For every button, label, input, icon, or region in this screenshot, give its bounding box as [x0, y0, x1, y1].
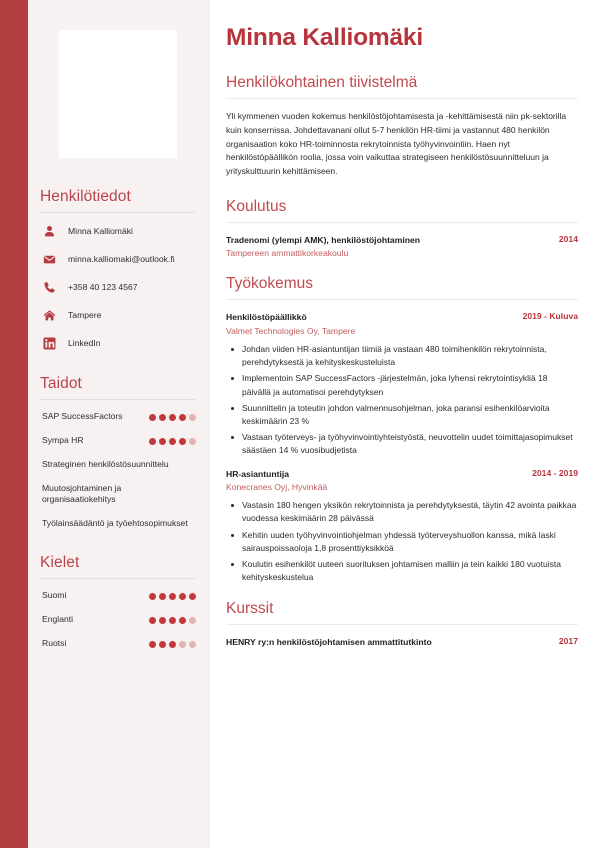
- entry-subtitle: Tampereen ammattikorkeakoulu: [226, 248, 349, 259]
- home-icon: [42, 308, 57, 323]
- rating-dots: [149, 592, 196, 600]
- languages-list: [40, 590, 196, 650]
- divider: [226, 222, 578, 223]
- rating-label: Suomi: [42, 590, 67, 601]
- rating-row: [40, 614, 196, 626]
- entry: [226, 468, 578, 585]
- entry-title: Tradenomi (ylempi AMK), henkilöstöjohtaminen: [226, 234, 421, 245]
- rating-dots: [149, 640, 196, 648]
- rating-dot: [169, 438, 176, 445]
- rating-dot: [169, 641, 176, 648]
- contact-row[interactable]: [40, 252, 196, 267]
- bullet-item: Vastasin 180 hengen yksikön rekrytoinnista ja perehdytyksestä, täytin 42 avointa paikkaa vuodessa keskimäärin 28 päivässä: [226, 499, 578, 525]
- bullet-item: Vastaan työterveys- ja työhyvinvointiyhteistyöstä, neuvottelin uudet toimittajasopimukset säästäen 14 % vuosibudjetista: [226, 431, 578, 457]
- rating-dot: [149, 414, 156, 421]
- bullet-item: Koulutin esihenkilöt uuteen suorituksen johtamisen malliin ja tein kaikki 180 vuotuista kehityskeskustelua: [226, 558, 578, 584]
- divider: [40, 212, 196, 213]
- rating-row: [40, 638, 196, 650]
- entry-title: HR-asiantuntija: [226, 468, 290, 479]
- contact-list: [40, 224, 196, 351]
- contact-row[interactable]: [40, 336, 196, 351]
- rating-row: [40, 435, 196, 447]
- rating-dots: [149, 437, 196, 445]
- rating-dot: [189, 641, 196, 648]
- linkedin-icon: [42, 336, 57, 351]
- sidebar-heading-skills: Taidot: [40, 375, 82, 392]
- divider: [40, 399, 196, 400]
- rating-dot: [189, 617, 196, 624]
- section-heading-experience: Työkokemus: [226, 275, 314, 293]
- contact-text: +358 40 123 4567: [68, 282, 138, 293]
- rating-dots: [149, 616, 196, 624]
- entry: [226, 234, 578, 260]
- rating-dot: [159, 438, 166, 445]
- person-icon: [42, 224, 57, 239]
- main-content: [210, 0, 600, 848]
- rating-label: Työlainsäädäntö ja työehtosopimukset: [42, 518, 188, 529]
- entry-date: 2014 - 2019: [532, 467, 578, 478]
- bullet-item: Kehitin uuden työhyvinvointiohjelman yhdessä työterveyshuollon kanssa, mikä laski sairauspoissaoloja 1,8 prosenttiyksikköä: [226, 529, 578, 555]
- section-heading-education: Koulutus: [226, 197, 287, 215]
- rating-label: SAP SuccessFactors: [42, 411, 123, 421]
- divider: [226, 624, 578, 625]
- entry: [226, 636, 578, 648]
- bullet-item: Suunnittelin ja toteutin johdon valmennusohjelman, joka paransi esihenkilöarvioita keskimäärin 23 %: [226, 402, 578, 428]
- courses-entries: [226, 636, 578, 648]
- contact-row[interactable]: [40, 308, 196, 323]
- envelope-icon: [42, 252, 57, 267]
- profile-photo-placeholder: [59, 30, 177, 158]
- divider: [226, 98, 578, 99]
- rating-dot: [159, 641, 166, 648]
- entry-header: [226, 311, 578, 323]
- entry-subtitle: Konecranes Oyj, Hyvinkää: [226, 481, 328, 492]
- rating-dot: [149, 617, 156, 624]
- rating-label: Muutosjohtaminen ja organisaatiokehitys: [42, 482, 122, 505]
- phone-icon: [42, 280, 57, 295]
- entry-title: Henkilöstöpäällikkö: [226, 312, 307, 323]
- section-education: [226, 198, 578, 260]
- education-entries: [226, 234, 578, 260]
- rating-dot: [169, 414, 176, 421]
- entry-bullets: [226, 343, 578, 457]
- sidebar-heading-personal: Henkilötiedot: [40, 188, 131, 205]
- entry-bullets: [226, 499, 578, 584]
- entry-date: 2019 - Kuluva: [522, 311, 578, 322]
- entry-date: 2017: [558, 636, 578, 647]
- entry-subtitle: Valmet Technologies Oy, Tampere: [226, 325, 356, 336]
- section-summary: [226, 74, 578, 179]
- contact-text: Tampere: [68, 310, 102, 321]
- sidebar-section-languages: [40, 554, 196, 650]
- rating-dot: [179, 414, 186, 421]
- rating-label: Ruotsi: [42, 637, 67, 648]
- rating-row: [40, 518, 196, 530]
- rating-dot: [149, 438, 156, 445]
- page-title: Minna Kalliomäki: [226, 24, 423, 51]
- rating-dot: [149, 593, 156, 600]
- contact-text: Minna Kalliomäki: [68, 226, 133, 237]
- rating-dot: [189, 438, 196, 445]
- rating-row: [40, 483, 196, 507]
- rating-label: Englanti: [42, 614, 74, 625]
- sidebar-heading-languages: Kielet: [40, 554, 80, 572]
- divider: [40, 578, 196, 579]
- section-courses: [226, 600, 578, 648]
- rating-dot: [169, 617, 176, 624]
- entry: [226, 311, 578, 457]
- rating-dot: [169, 593, 176, 600]
- rating-label: Sympa HR: [42, 434, 84, 445]
- bullet-item: Implementoin SAP SuccessFactors -järjestelmän, joka lyhensi rekrytointisykliä 18 päivällä ja automatisoi perehdytyksen: [226, 372, 578, 398]
- rating-dot: [179, 438, 186, 445]
- summary-text: Yli kymmenen vuoden kokemus henkilöstöjohtamisesta ja -kehittämisestä niin pk-sektorilla kuin konsernissa. Johdettavanani ollut 5-7 henkilön HR-tiimi ja vastannut 480 henkilön organisaation koko HR-toiminnosta rekrytoinnista työhyvinvointiin. Haen nyt henkilöstöpäällikön roolia, jossa voin vaikuttaa strategiseen henkilöstösuunnitteluun ja yrityskulttuurin kehittämiseen.: [226, 111, 567, 177]
- rating-dot: [159, 617, 166, 624]
- divider: [226, 299, 578, 300]
- entry-header: [226, 468, 578, 480]
- section-heading-courses: Kurssit: [226, 600, 274, 618]
- rating-label: Strateginen henkilöstösuunnittelu: [42, 458, 169, 469]
- contact-row[interactable]: [40, 280, 196, 295]
- rating-dots: [149, 413, 196, 421]
- rating-row: [40, 411, 196, 423]
- bullet-item: Johdan viiden HR-asiantuntijan tiimiä ja vastaan 480 toimihenkilön rekrytoinnista, perehdytyksestä ja kehityskeskusteluista: [226, 343, 578, 369]
- contact-text: LinkedIn: [68, 338, 101, 349]
- contact-row[interactable]: [40, 224, 196, 239]
- rating-dot: [179, 593, 186, 600]
- entry-title: HENRY ry:n henkilöstöjohtamisen ammattitutkinto: [226, 637, 432, 648]
- rating-dot: [179, 617, 186, 624]
- rating-dot: [189, 414, 196, 421]
- rating-dot: [149, 641, 156, 648]
- sidebar-section-skills: [40, 375, 196, 530]
- sidebar: [28, 0, 210, 848]
- section-heading-summary: Henkilökohtainen tiivistelmä: [226, 74, 418, 91]
- rating-row: [40, 590, 196, 602]
- rating-dot: [159, 414, 166, 421]
- rating-row: [40, 459, 196, 471]
- skills-list: [40, 411, 196, 530]
- section-experience: [226, 275, 578, 584]
- rating-dot: [159, 593, 166, 600]
- contact-text: minna.kalliomaki@outlook.fi: [68, 254, 175, 265]
- entry-header: [226, 234, 578, 246]
- entry-header: [226, 636, 578, 648]
- sidebar-section-personal: [40, 188, 196, 351]
- entry-date: 2014: [558, 233, 578, 244]
- left-accent-stripe: [0, 0, 28, 848]
- rating-dot: [189, 593, 196, 600]
- rating-dot: [179, 641, 186, 648]
- experience-entries: [226, 311, 578, 584]
